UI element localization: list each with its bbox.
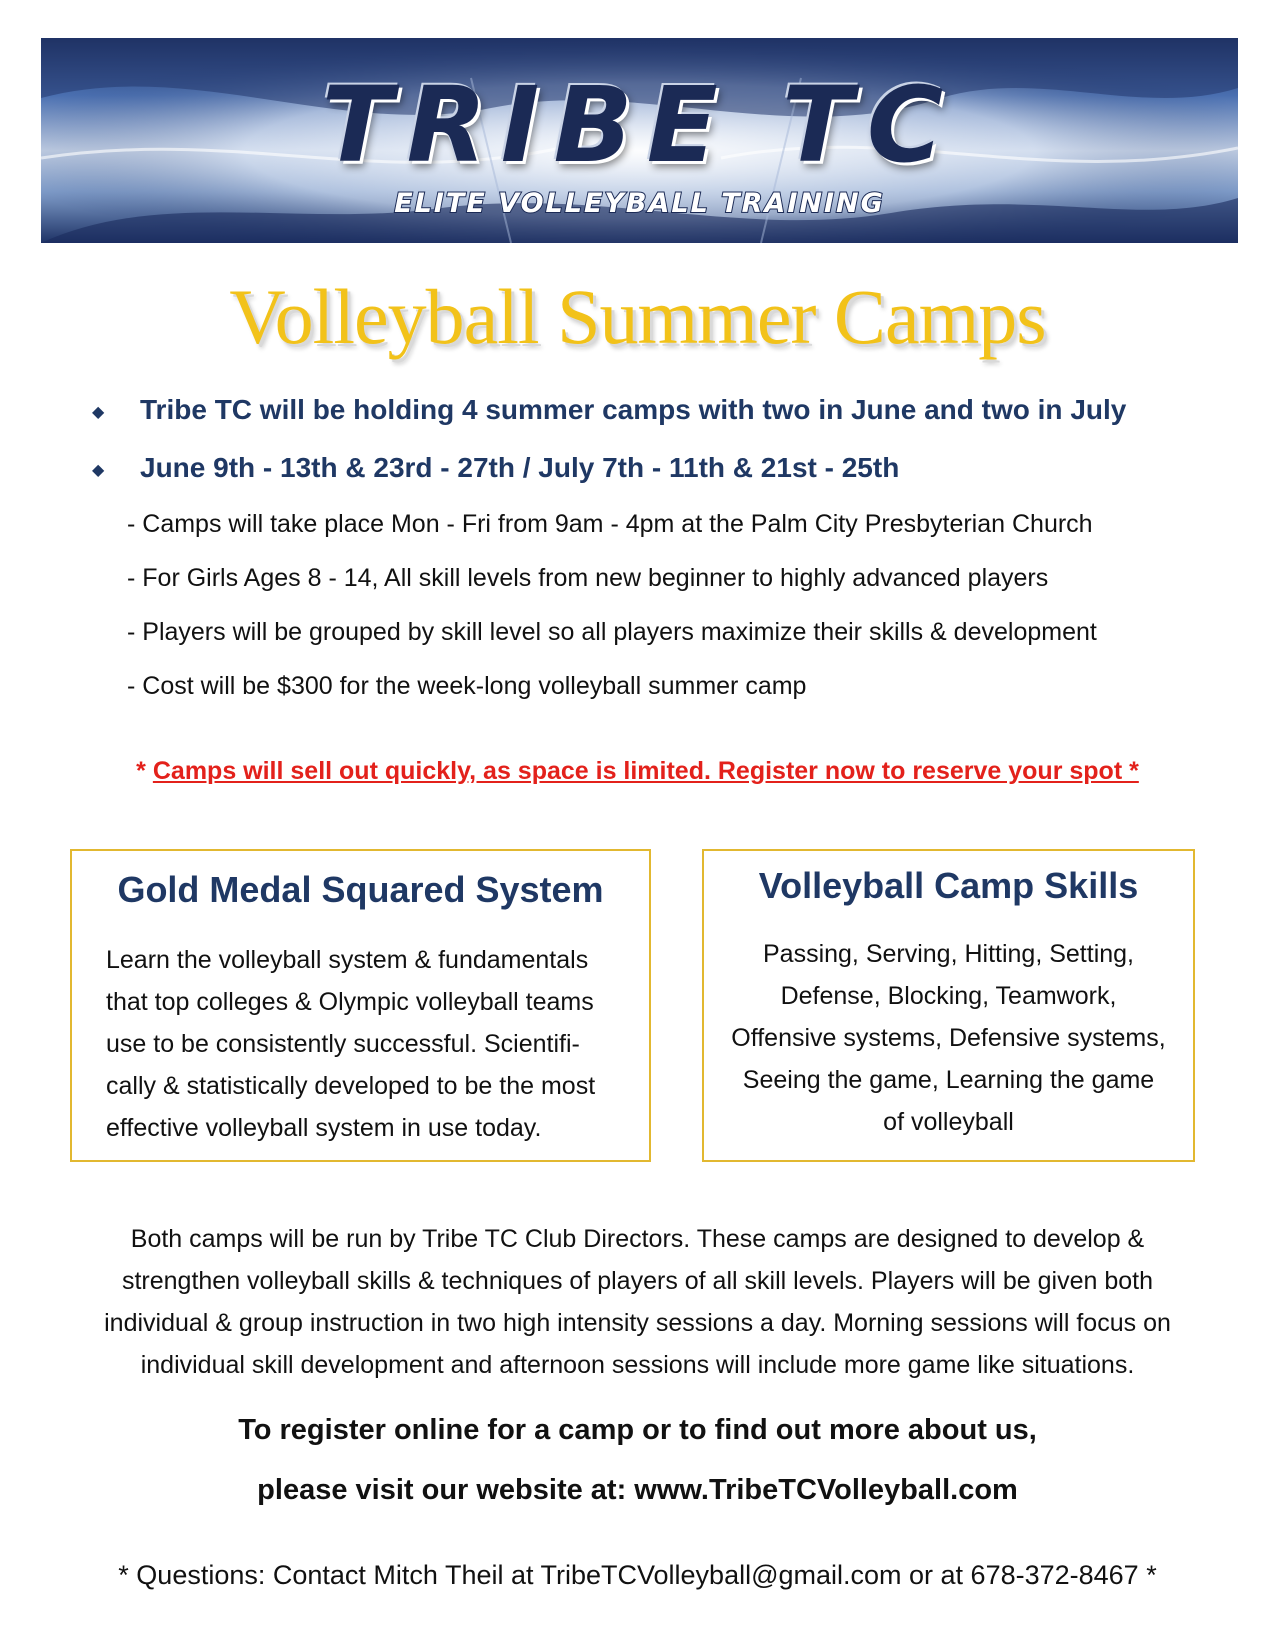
skills-line: Passing, Serving, Hitting, Setting,: [762, 940, 1135, 968]
camp-description-paragraph: [50, 1218, 1225, 1386]
description-line: Learn the volleyball system & fundamentals: [106, 946, 589, 974]
description-line: that top colleges & Olympic volleyball teams: [106, 988, 594, 1016]
diamond-bullet-icon: ◆: [92, 403, 105, 421]
bullet-camps-overview: [92, 394, 1126, 426]
diamond-bullet-icon: ◆: [92, 461, 105, 479]
skills-line: of volleyball: [883, 1108, 1014, 1136]
register-line-1: To register online for a camp or to find out more about us,: [238, 1414, 1037, 1446]
bullet-text: June 9th - 13th & 23rd - 27th / July 7th - 11th & 21st - 25th: [140, 452, 900, 483]
header-banner: [41, 38, 1238, 243]
register-line-2: please visit our website at: www.TribeTCVolleyball.com: [257, 1474, 1018, 1506]
paragraph-line: Both camps will be run by Tribe TC Club Directors. These camps are designed to develop &: [130, 1225, 1145, 1253]
page-title: Volleyball Summer Camps: [229, 273, 1046, 360]
skills-line: Defense, Blocking, Teamwork,: [780, 982, 1117, 1010]
gold-medal-description: [106, 939, 646, 1149]
detail-schedule: - Camps will take place Mon - Fri from 9am - 4pm at the Palm City Presbyterian Church: [127, 510, 1093, 538]
description-line: cally & statistically developed to be the most: [106, 1072, 596, 1100]
detail-grouping: - Players will be grouped by skill level so all players maximize their skills & development: [127, 618, 1097, 646]
bullet-camp-dates: [92, 452, 899, 484]
description-line: use to be consistently successful. Scientifi-: [106, 1030, 580, 1058]
skills-line: Seeing the game, Learning the game: [742, 1066, 1155, 1094]
description-line: effective volleyball system in use today.: [106, 1114, 542, 1142]
bullet-text: Tribe TC will be holding 4 summer camps with two in June and two in July: [140, 394, 1127, 425]
camp-skills-title: Volleyball Camp Skills: [758, 865, 1139, 906]
warning-prefix: *: [136, 757, 153, 785]
skills-line: Offensive systems, Defensive systems,: [731, 1024, 1166, 1052]
paragraph-line: strengthen volleyball skills & techniques of players of all skill levels. Players will be given both: [121, 1267, 1154, 1295]
gold-medal-title: Gold Medal Squared System: [117, 869, 604, 910]
sellout-warning: [0, 757, 1275, 786]
warning-text: Camps will sell out quickly, as space is limited. Register now to reserve your spot *: [152, 757, 1139, 785]
banner-logo-subtitle: ELITE VOLLEYBALL TRAINING: [394, 188, 885, 219]
contact-info: * Questions: Contact Mitch Theil at TribeTCVolleyball@gmail.com or at 678-372-8467 *: [118, 1560, 1157, 1590]
paragraph-line: individual skill development and afternoon sessions will include more game like situations.: [140, 1351, 1135, 1379]
detail-cost: - Cost will be $300 for the week-long volleyball summer camp: [127, 672, 807, 700]
banner-logo-title: TRIBE TC: [321, 64, 958, 186]
camp-skills-list: [704, 933, 1193, 1143]
camp-skills-box: [702, 849, 1195, 1162]
gold-medal-system-box: [70, 849, 651, 1162]
paragraph-line: individual & group instruction in two high intensity sessions a day. Morning sessions will focus on: [104, 1309, 1171, 1337]
detail-ages: - For Girls Ages 8 - 14, All skill levels from new beginner to highly advanced players: [127, 564, 1049, 592]
